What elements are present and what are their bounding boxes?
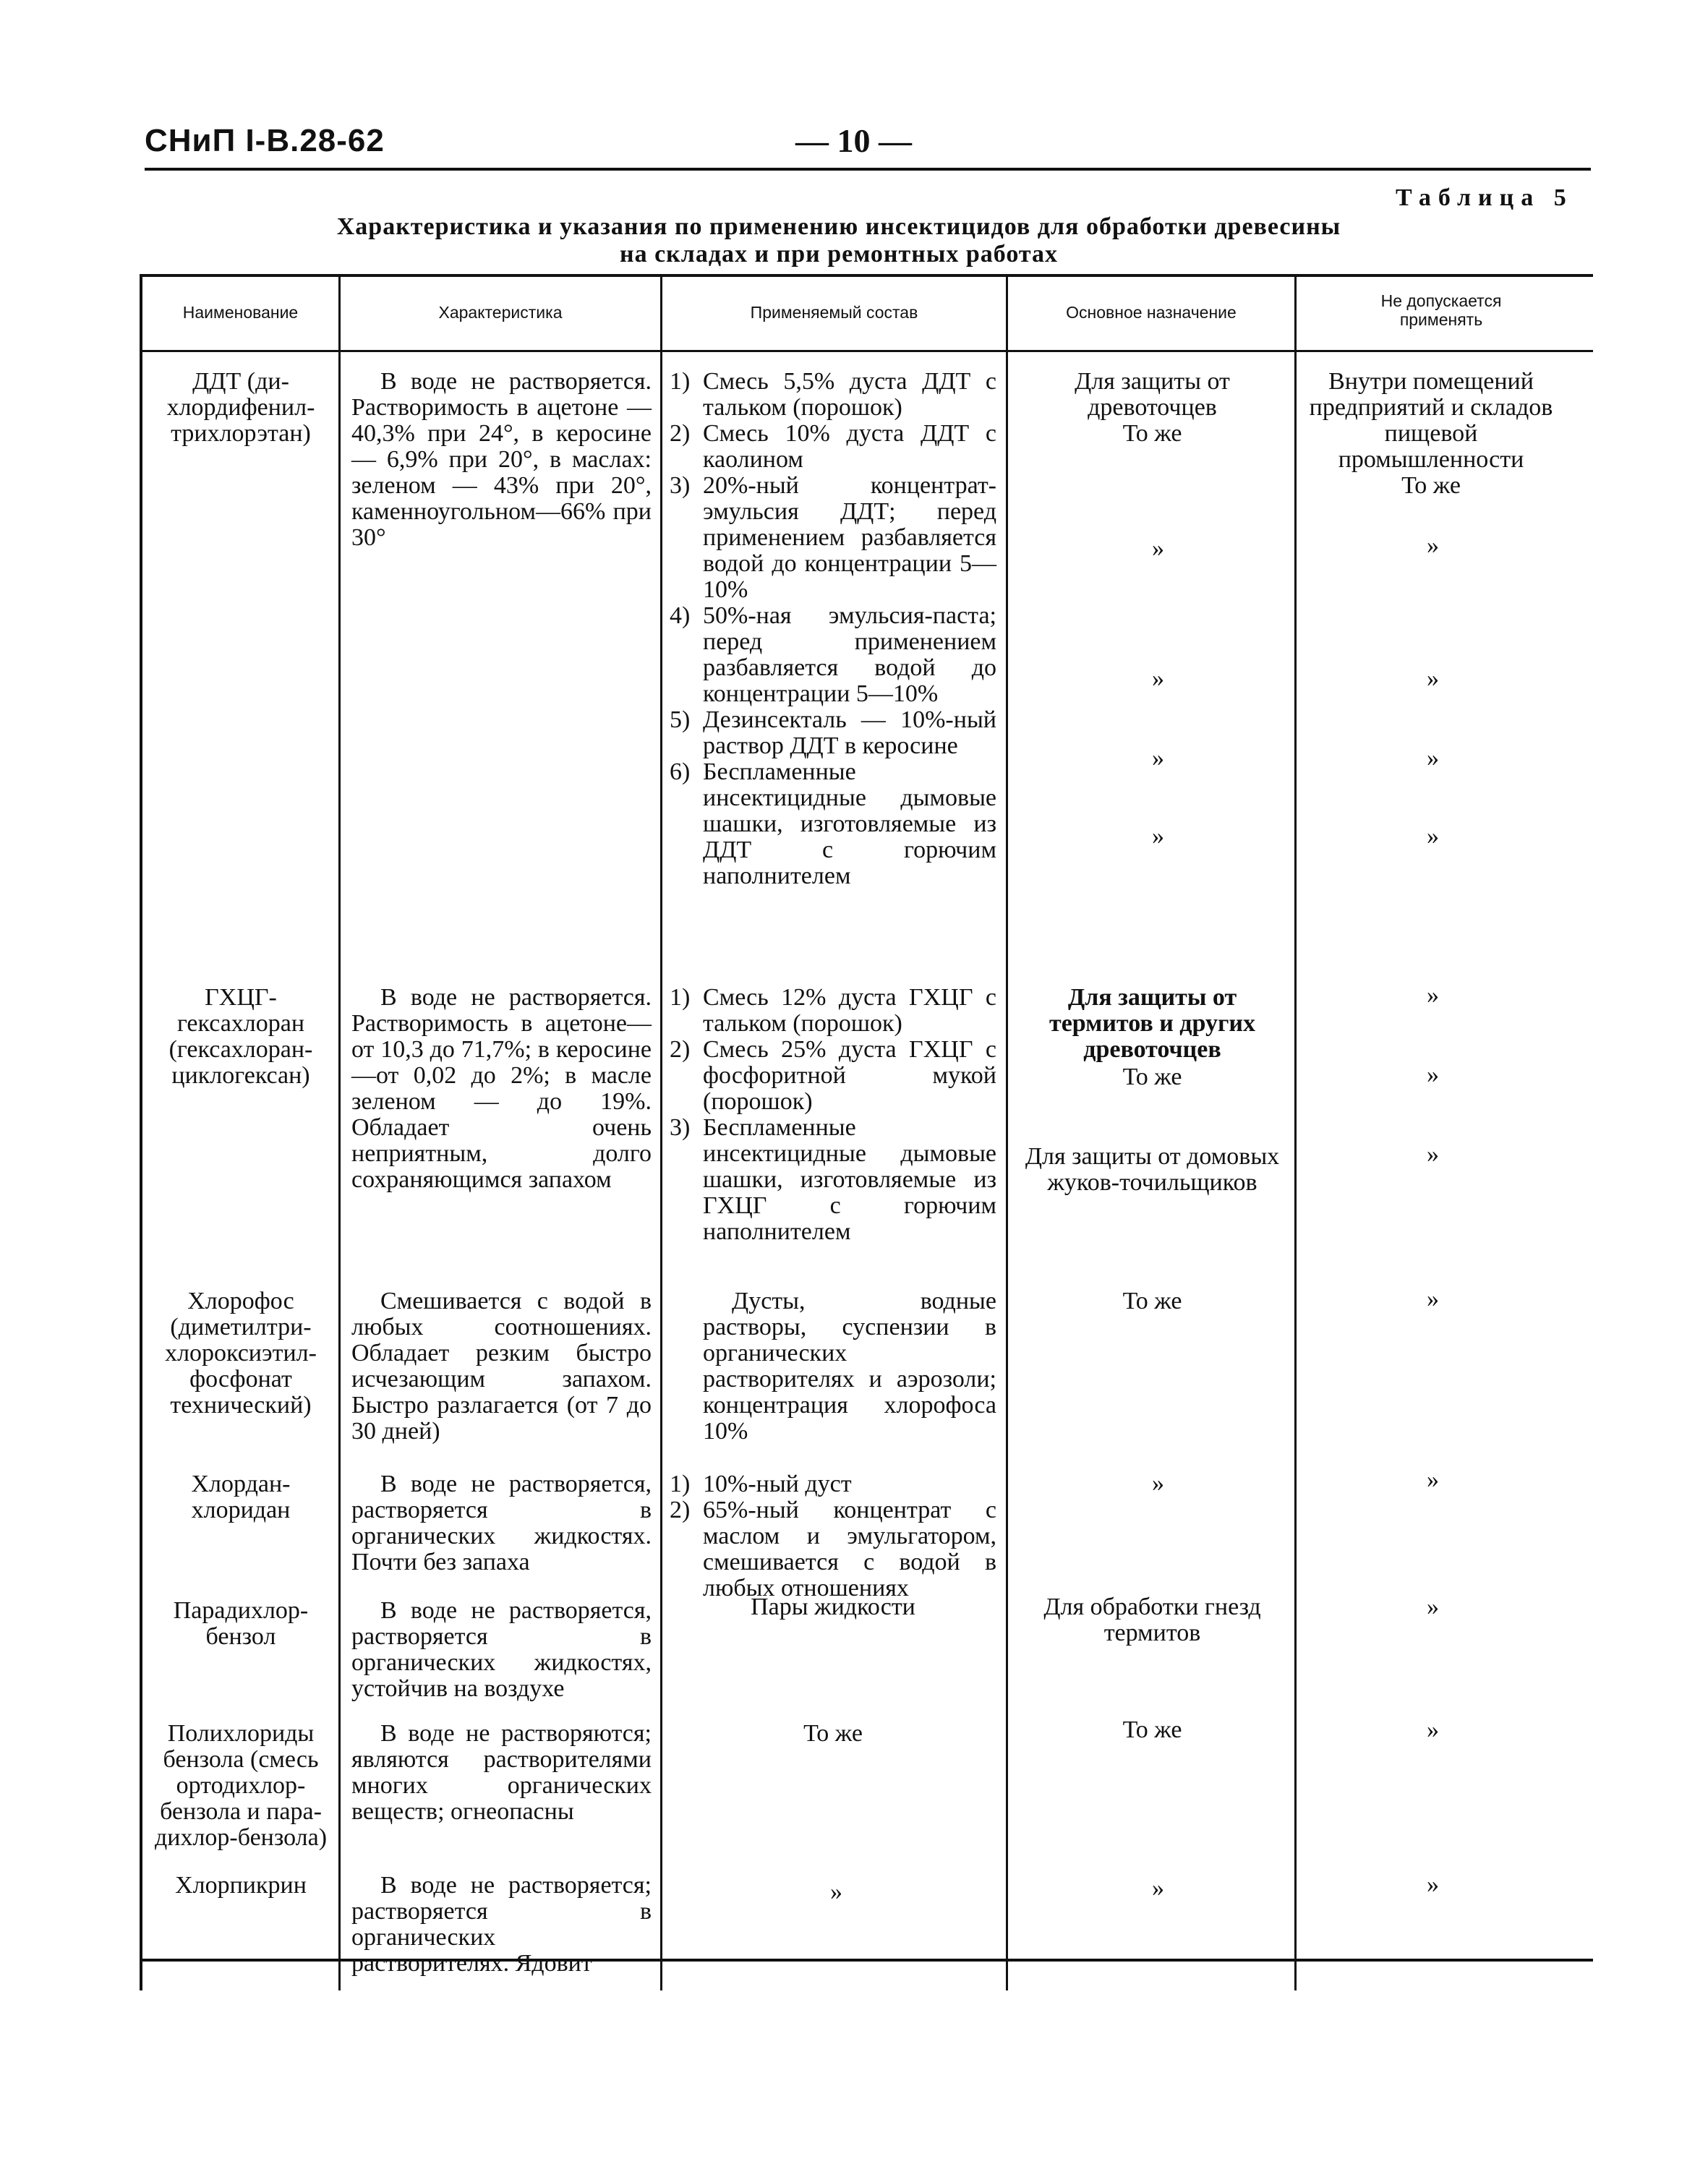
ditto-mark: » (1152, 1470, 1164, 1497)
row-chlorophos-composition: Дусты, водные растворы, суспензии в органических растворителях и аэрозоли; концентрация хлорофоса 10% (703, 1288, 996, 1445)
row-ddt-purpose-1: Для защиты от древоточцев (1075, 368, 1230, 421)
row-ghcg-purpose-1: Для защиты от термитов и других древоточцев (1049, 984, 1255, 1063)
row-paradichlorobenzene-characteristic: В воде не растворяется, растворяется в органических жидкостях, устойчив на воздухе (351, 1597, 652, 1702)
row-paradichlorobenzene-purpose: Для обработки гнезд термитов (1043, 1594, 1261, 1646)
ditto-mark: » (1427, 823, 1439, 850)
header-purpose: Основное назначение (1066, 303, 1237, 322)
ditto-mark: » (1152, 1875, 1164, 1902)
ditto-mark: » (1152, 745, 1164, 771)
list-item: 4) 50%-ная эмульсия-паста; перед применением разбавляется водой до концентрации 5—10% (670, 602, 996, 707)
ditto-mark: » (830, 1878, 842, 1905)
row-ghcg-purpose-3: Для защиты от домовых жуков-точильщиков (1025, 1143, 1280, 1196)
row-chlorophos-characteristic: Смешивается с водой в любых соотношениях. Обладает резким быстро исчезающим запахом. Быстро разлагается (от 7 до 30 дней) (351, 1288, 652, 1445)
row-ddt-not-allowed-1: Внутри помещений предприятий и складов пищевой промышленности (1309, 368, 1553, 473)
row-chloropicrin-characteristic: В воде не растворяется; растворяется в органических растворителях. Ядовит (351, 1872, 652, 1977)
row-polychlorides-characteristic: В воде не растворяются; являются растворителями многих органических веществ; огнеопасны (351, 1720, 652, 1825)
row-chlordane-characteristic: В воде не растворяется, растворяется в органических жидкостях. Почти без запаха (351, 1471, 652, 1575)
ditto-mark: » (1152, 535, 1164, 562)
ditto-mark: » (1427, 982, 1439, 1009)
row-ghcg-characteristic: В воде не растворяется. Растворимость в ацетоне—от 10,3 до 71,7%; в керосине —от 0,02 до 2%; в масле зеленом — до 19%. Обладает очень неприятным, долго сохраняющимся запахом (351, 984, 652, 1193)
list-item: 6) Беспламенные инсектицидные дымовые шашки, изготовляемые из ДДТ с горючим наполнителем (670, 758, 996, 889)
row-polychlorides-name: Полихлориды бензола (смесь ортодихлор-бензола и пара-дихлор-бензола) (154, 1720, 328, 1851)
header-name: Наименование (182, 303, 299, 322)
ditto-mark: » (1427, 532, 1439, 559)
list-item: 2) Смесь 10% дуста ДДТ с каолином (670, 420, 996, 473)
row-ghcg-composition (670, 985, 996, 1245)
row-polychlorides-purpose: То же (1122, 1716, 1182, 1743)
ditto-mark: » (1427, 665, 1439, 692)
row-chlordane-name: Хлордан-хлоридан (191, 1471, 291, 1523)
table-caption (253, 213, 1425, 268)
row-chloropicrin-name: Хлорпикрин (175, 1872, 307, 1899)
row-ddt-not-allowed-2: То же (1401, 472, 1461, 499)
row-chlorophos-purpose: То же (1122, 1288, 1182, 1314)
ditto-mark: » (1427, 1466, 1439, 1493)
list-item: 5) Дезинсекталь — 10%-ный раствор ДДТ в керосине (670, 706, 996, 759)
ditto-mark: » (1427, 745, 1439, 771)
insecticide-table (140, 274, 1593, 1990)
list-item: 1) Смесь 5,5% дуста ДДТ с тальком (порошок) (670, 368, 996, 421)
col-rule-2 (660, 274, 662, 1990)
row-ghcg-purpose-2: То же (1122, 1064, 1182, 1090)
page-header-code: СНиП I-В.28-62 (145, 123, 385, 158)
table-label: Таблица 5 (1396, 184, 1574, 211)
row-ddt-purpose-2: То же (1122, 420, 1182, 447)
list-item: 2) 65%-ный концентрат с маслом и эмульгатором, смешивается с водой в любых отношениях (670, 1497, 996, 1601)
table-top-rule (140, 274, 1593, 277)
caption-line-1: Характеристика и указания по применению инсектицидов для обработки древесины (336, 213, 1341, 240)
col-rule-1 (338, 274, 341, 1990)
list-item: 3) 20%-ный концентрат-эмульсия ДДТ; перед применением разбавляется водой до концентрации 5—10% (670, 472, 996, 603)
row-ddt-characteristic: В воде не растворяется. Растворимость в ацетоне — 40,3% при 24°, в керосине — 6,9% при 20°, в маслах: зеленом — 43% при 20°, каменноугольном—66% при 30° (351, 368, 652, 551)
col-rule-4 (1294, 274, 1297, 1990)
row-ddt-composition (670, 369, 996, 889)
ditto-mark: » (1427, 1141, 1439, 1168)
ditto-mark: » (1427, 1061, 1439, 1088)
row-polychlorides-composition: То же (803, 1720, 863, 1747)
row-paradichlorobenzene-name: Парадихлор-бензол (173, 1597, 309, 1650)
row-ghcg-name: ГХЦГ-гексахлоран (гексахлоран-циклогексан) (168, 984, 313, 1089)
row-ddt-name: ДДТ (ди-хлордифенил-трихлорэтан) (166, 368, 315, 447)
list-item: 3) Беспламенные инсектицидные дымовые шашки, изготовляемые из ГХЦГ с горючим наполнителем (670, 1114, 996, 1245)
table-header-rule (140, 350, 1593, 352)
row-paradichlorobenzene-composition: Пары жидкости (751, 1594, 915, 1620)
page-number: — 10 — (795, 122, 912, 159)
row-chlorophos-name: Хлорофос (диметилтри-хлороксиэтил-фосфонат технический) (165, 1288, 317, 1419)
list-item: 1) Смесь 12% дуста ГХЦГ с тальком (порошок) (670, 984, 996, 1037)
col-rule-3 (1006, 274, 1008, 1990)
row-chlordane-composition (670, 1471, 996, 1601)
list-item: 2) Смесь 25% дуста ГХЦГ с фосфоритной мукой (порошок) (670, 1036, 996, 1115)
header-composition: Применяемый состав (750, 303, 918, 322)
caption-line-2: на складах и при ремонтных работах (620, 241, 1058, 268)
ditto-mark: » (1427, 1871, 1439, 1898)
ditto-mark: » (1152, 665, 1164, 692)
ditto-mark: » (1427, 1286, 1439, 1312)
ditto-mark: » (1152, 823, 1164, 850)
header-rule (145, 168, 1591, 171)
header-characteristic: Характеристика (438, 303, 563, 322)
ditto-mark: » (1427, 1716, 1439, 1743)
ditto-mark: » (1427, 1594, 1439, 1620)
list-item: 1) 10%-ный дуст (670, 1471, 852, 1497)
table-left-rule (140, 274, 142, 1990)
header-not-allowed: Не допускается применять (1380, 291, 1502, 329)
